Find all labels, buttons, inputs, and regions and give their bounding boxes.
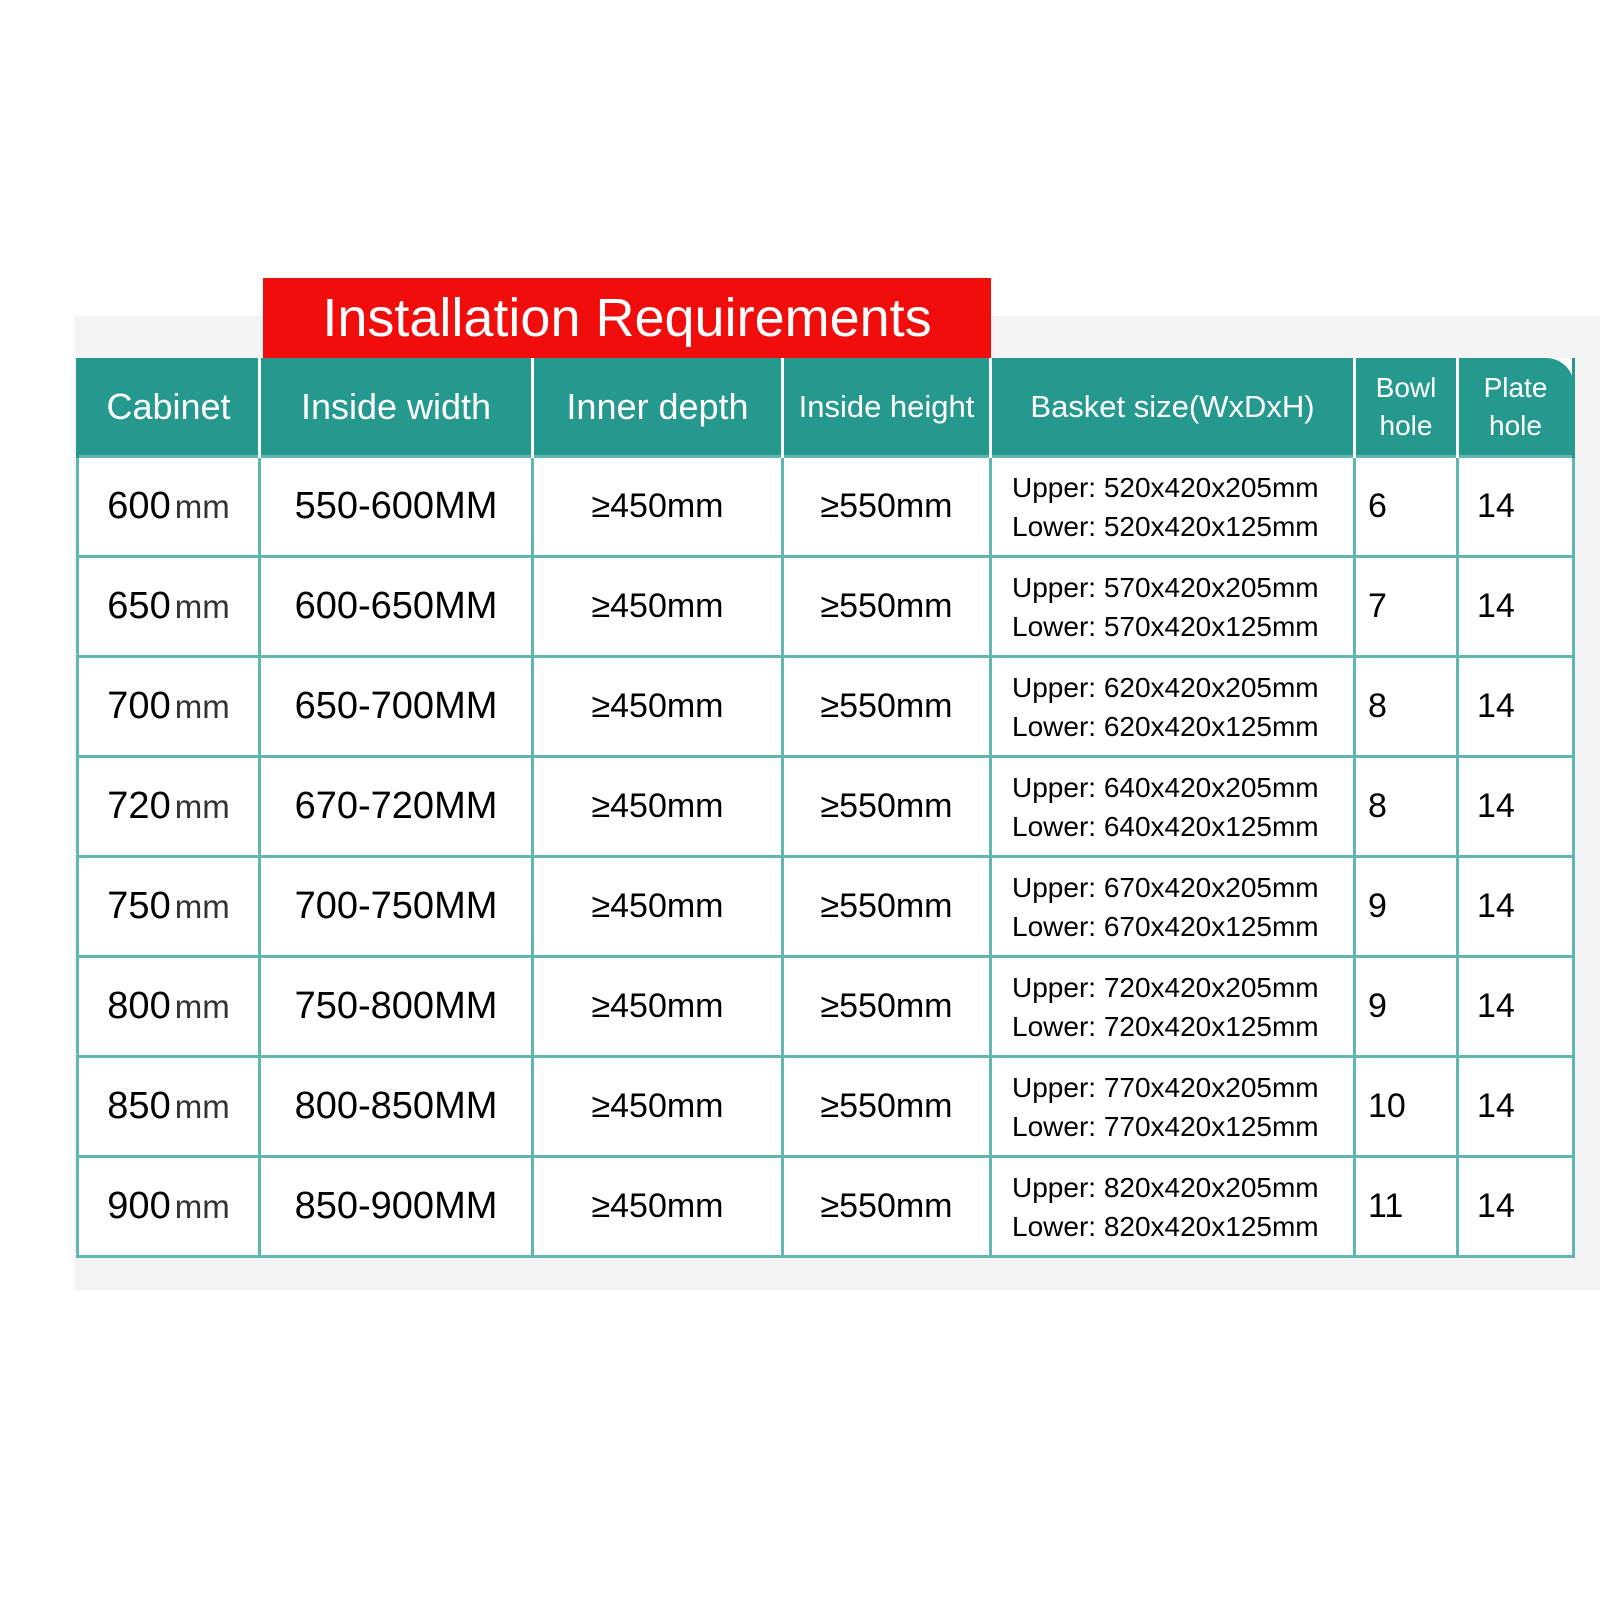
cell-inside-width: 550-600MM [260, 457, 533, 557]
basket-upper: Upper: 820x420x205mm [1012, 1171, 1319, 1203]
table-row [78, 1157, 1574, 1257]
basket-upper: Upper: 720x420x205mm [1012, 971, 1319, 1003]
cell-plate-hole: 14 [1458, 457, 1574, 557]
header-inner-depth: Inner depth [533, 358, 783, 457]
cell-basket-size [991, 1057, 1355, 1157]
cell-inside-height: ≥550mm [783, 757, 991, 857]
cell-bowl-hole: 10 [1355, 1057, 1458, 1157]
cell-bowl-hole: 7 [1355, 557, 1458, 657]
cell-inner-depth: ≥450mm [533, 657, 783, 757]
basket-lower: Lower: 570x420x125mm [1012, 610, 1319, 642]
cell-cabinet [78, 857, 260, 957]
cabinet-value: 700 [107, 685, 171, 727]
cell-bowl-hole: 9 [1355, 857, 1458, 957]
cell-inner-depth: ≥450mm [533, 557, 783, 657]
cell-bowl-hole: 8 [1355, 657, 1458, 757]
basket-lower: Lower: 720x420x125mm [1012, 1010, 1319, 1042]
cabinet-value: 720 [107, 785, 171, 827]
header-bowl-hole: Bowl hole [1355, 358, 1458, 457]
cabinet-value: 750 [107, 885, 171, 927]
cell-inside-width: 700-750MM [260, 857, 533, 957]
header-inside-height: Inside height [783, 358, 991, 457]
cabinet-unit: mm [174, 788, 230, 825]
cell-bowl-hole: 8 [1355, 757, 1458, 857]
cell-cabinet [78, 1157, 260, 1257]
cell-plate-hole: 14 [1458, 1157, 1574, 1257]
cell-basket-size [991, 757, 1355, 857]
cell-cabinet [78, 1057, 260, 1157]
cell-inner-depth: ≥450mm [533, 957, 783, 1057]
basket-upper: Upper: 520x420x205mm [1012, 471, 1319, 503]
title-banner: Installation Requirements [263, 278, 991, 358]
cell-inside-width: 600-650MM [260, 557, 533, 657]
cell-plate-hole: 14 [1458, 1057, 1574, 1157]
basket-upper: Upper: 640x420x205mm [1012, 771, 1319, 803]
cell-plate-hole: 14 [1458, 857, 1574, 957]
cell-inner-depth: ≥450mm [533, 857, 783, 957]
cell-cabinet [78, 757, 260, 857]
cabinet-value: 900 [107, 1185, 171, 1227]
basket-upper: Upper: 570x420x205mm [1012, 571, 1319, 603]
cell-inside-height: ≥550mm [783, 457, 991, 557]
cabinet-value: 650 [107, 585, 171, 627]
table-row [78, 557, 1574, 657]
basket-upper: Upper: 770x420x205mm [1012, 1071, 1319, 1103]
table-row [78, 957, 1574, 1057]
cell-inside-height: ≥550mm [783, 557, 991, 657]
header-inside-width: Inside width [260, 358, 533, 457]
cabinet-unit: mm [174, 688, 230, 725]
basket-lower: Lower: 620x420x125mm [1012, 710, 1319, 742]
cell-bowl-hole: 6 [1355, 457, 1458, 557]
cell-cabinet [78, 457, 260, 557]
cell-inside-width: 670-720MM [260, 757, 533, 857]
table-row [78, 457, 1574, 557]
cell-basket-size [991, 557, 1355, 657]
basket-upper: Upper: 620x420x205mm [1012, 671, 1319, 703]
cabinet-unit: mm [174, 888, 230, 925]
header-plate-hole: Plate hole [1458, 358, 1574, 457]
cell-plate-hole: 14 [1458, 657, 1574, 757]
header-basket-size: Basket size(WxDxH) [991, 358, 1355, 457]
cell-cabinet [78, 657, 260, 757]
cell-basket-size [991, 857, 1355, 957]
cabinet-unit: mm [174, 988, 230, 1025]
cell-inner-depth: ≥450mm [533, 457, 783, 557]
cell-cabinet [78, 957, 260, 1057]
cabinet-value: 600 [107, 485, 171, 527]
cell-basket-size [991, 457, 1355, 557]
cabinet-unit: mm [174, 1088, 230, 1125]
cell-inside-width: 800-850MM [260, 1057, 533, 1157]
cell-plate-hole: 14 [1458, 757, 1574, 857]
cell-inside-width: 850-900MM [260, 1157, 533, 1257]
cell-plate-hole: 14 [1458, 557, 1574, 657]
basket-lower: Lower: 770x420x125mm [1012, 1110, 1319, 1142]
cabinet-unit: mm [174, 488, 230, 525]
installation-table [76, 358, 1575, 1258]
basket-lower: Lower: 640x420x125mm [1012, 810, 1319, 842]
cell-inside-height: ≥550mm [783, 657, 991, 757]
table-row [78, 857, 1574, 957]
cell-inside-height: ≥550mm [783, 957, 991, 1057]
cabinet-value: 800 [107, 985, 171, 1027]
table-row [78, 657, 1574, 757]
cabinet-unit: mm [174, 588, 230, 625]
cell-inside-height: ≥550mm [783, 857, 991, 957]
table-row [78, 1057, 1574, 1157]
cell-inside-width: 750-800MM [260, 957, 533, 1057]
basket-upper: Upper: 670x420x205mm [1012, 871, 1319, 903]
cell-basket-size [991, 957, 1355, 1057]
cell-inner-depth: ≥450mm [533, 757, 783, 857]
header-cabinet: Cabinet [78, 358, 260, 457]
cell-basket-size [991, 1157, 1355, 1257]
cell-inner-depth: ≥450mm [533, 1057, 783, 1157]
cell-bowl-hole: 9 [1355, 957, 1458, 1057]
cabinet-unit: mm [174, 1188, 230, 1225]
basket-lower: Lower: 820x420x125mm [1012, 1210, 1319, 1242]
cell-inner-depth: ≥450mm [533, 1157, 783, 1257]
table-row [78, 757, 1574, 857]
header-row [78, 358, 1574, 457]
basket-lower: Lower: 670x420x125mm [1012, 910, 1319, 942]
cell-cabinet [78, 557, 260, 657]
cell-basket-size [991, 657, 1355, 757]
cell-plate-hole: 14 [1458, 957, 1574, 1057]
cell-inside-width: 650-700MM [260, 657, 533, 757]
cell-bowl-hole: 11 [1355, 1157, 1458, 1257]
cabinet-value: 850 [107, 1085, 171, 1127]
cell-inside-height: ≥550mm [783, 1057, 991, 1157]
basket-lower: Lower: 520x420x125mm [1012, 510, 1319, 542]
cell-inside-height: ≥550mm [783, 1157, 991, 1257]
